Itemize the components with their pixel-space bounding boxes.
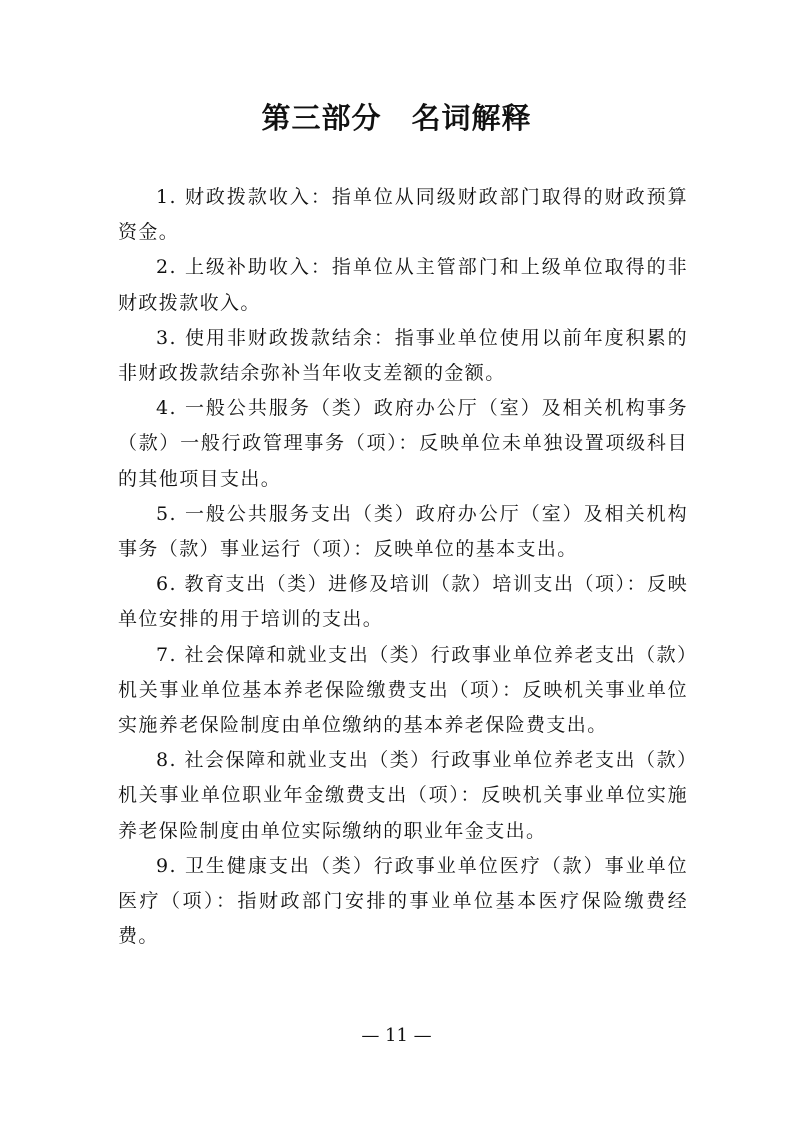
definition-item: 8. 社会保障和就业支出（类）行政事业单位养老支出（款）机关事业单位职业年金缴费支出（项）：反映机关事业单位实施养老保险制度由单位实际缴纳的职业年金支出。 bbox=[118, 749, 688, 842]
definition-item: 1. 财政拨款收入：指单位从同级财政部门取得的财政预算资金。 bbox=[118, 186, 688, 244]
definitions-list bbox=[118, 180, 688, 954]
definition-item: 9. 卫生健康支出（类）行政事业单位医疗（款）事业单位医疗（项）：指财政部门安排的事业单位基本医疗保险缴费经费。 bbox=[118, 854, 688, 948]
page-title: 第三部分 名词解释 bbox=[261, 101, 532, 135]
definition-item: 3. 使用非财政拨款结余：指事业单位使用以前年度积累的非财政拨款结余弥补当年收支差额的金额。 bbox=[118, 326, 688, 385]
definition-item: 6. 教育支出（类）进修及培训（款）培训支出（项）：反映单位安排的用于培训的支出。 bbox=[118, 573, 688, 631]
page-number: — 11 — bbox=[361, 1025, 432, 1046]
definition-item: 7. 社会保障和就业支出（类）行政事业单位养老支出（款）机关事业单位基本养老保险缴费支出（项）：反映机关事业单位实施养老保险制度由单位缴纳的基本养老保险费支出。 bbox=[118, 643, 688, 737]
definition-item: 4. 一般公共服务（类）政府办公厅（室）及相关机构事务（款）一般行政管理事务（项）：反映单位未单独设置项级科目的其他项目支出。 bbox=[118, 397, 688, 490]
definition-item: 5. 一般公共服务支出（类）政府办公厅（室）及相关机构事务（款）事业运行（项）：反映单位的基本支出。 bbox=[118, 502, 688, 561]
definition-item: 2. 上级补助收入：指单位从主管部门和上级单位取得的非财政拨款收入。 bbox=[118, 256, 688, 314]
